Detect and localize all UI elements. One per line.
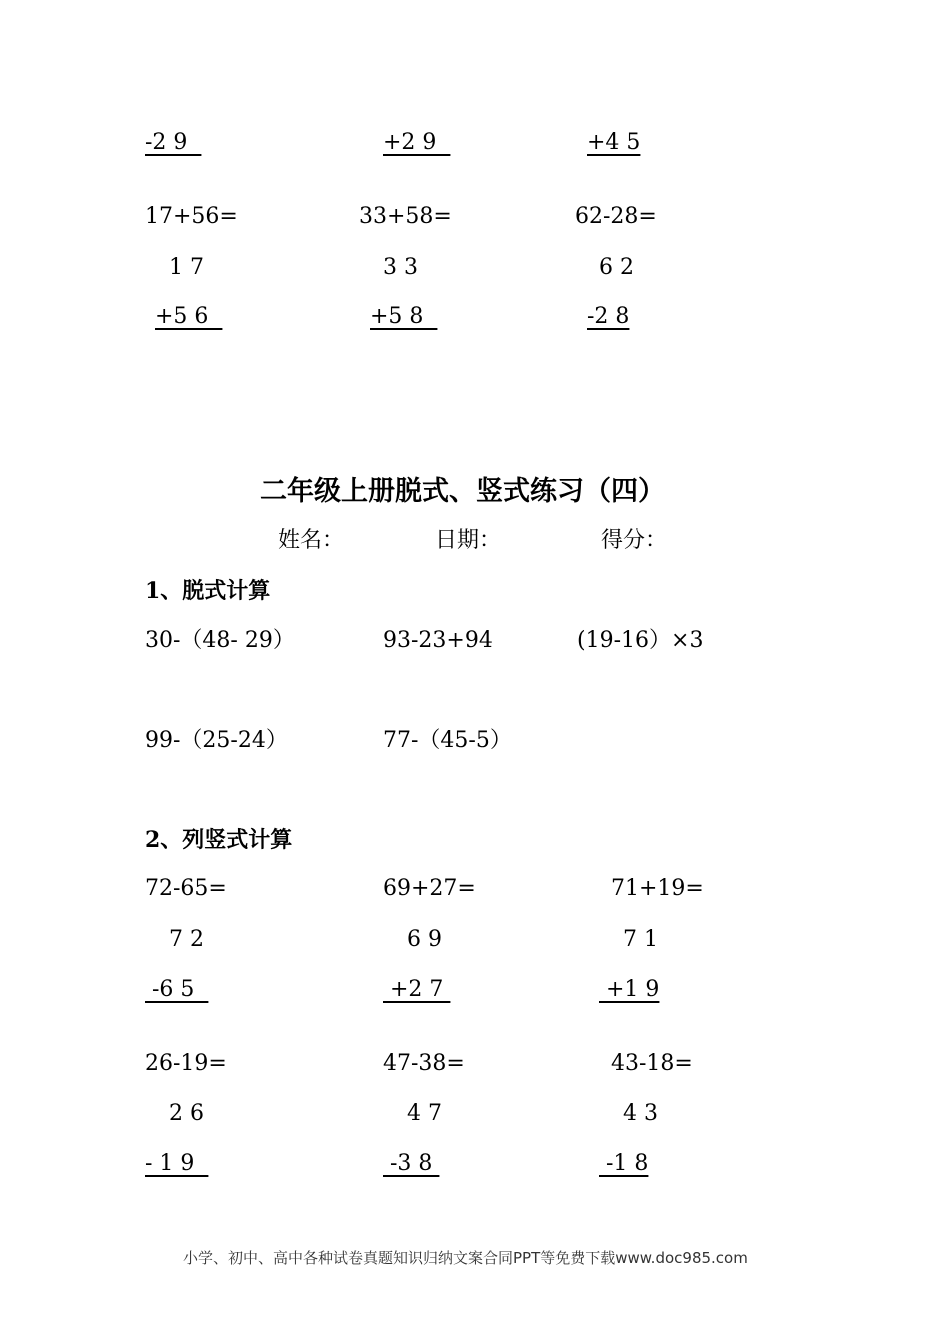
vertical-line2: - 1 9 (145, 1151, 209, 1176)
date-label: 日期： (435, 528, 502, 553)
vertical-line1: 1 7 (169, 255, 204, 280)
page-title: 二年级上册脱式、竖式练习（四） (260, 476, 665, 507)
vertical-line1: 7 1 (623, 927, 658, 952)
expression: 99-（25-24） (145, 728, 288, 753)
expression: (19-16）×3 (577, 628, 704, 653)
problem: 71+19= (611, 876, 704, 901)
expression: 93-23+94 (383, 628, 493, 653)
vertical-line2: -6 5 (145, 977, 209, 1002)
vertical-line2: +1 9 (599, 977, 660, 1002)
footer-text: 小学、初中、高中各种试卷真题知识归纳文案合同PPT等免费下载www.doc985.com (183, 1249, 748, 1267)
problem: 17+56= (145, 204, 238, 229)
problem: 33+58= (359, 204, 452, 229)
problem: 72-65= (145, 876, 227, 901)
vertical-line2: -3 8 (383, 1151, 440, 1176)
vertical-line2: +5 6 (155, 304, 223, 329)
vertical-line1: 4 3 (623, 1101, 658, 1126)
vertical-line1: 6 2 (599, 255, 634, 280)
vertical-line1: 3 3 (383, 255, 418, 280)
name-label: 姓名： (278, 528, 345, 553)
problem: 26-19= (145, 1051, 227, 1076)
vertical-line2: -1 8 (599, 1151, 649, 1176)
section1-heading: 1、脱式计算 (145, 578, 271, 604)
vertical-line1: 7 2 (169, 927, 204, 952)
vertical-line2: +4 5 (587, 130, 641, 155)
expression: 77-（45-5） (383, 728, 512, 753)
vertical-line2: -2 8 (587, 304, 630, 329)
vertical-line2: +5 8 (370, 304, 438, 329)
vertical-line1: 4 7 (407, 1101, 442, 1126)
vertical-line2: +2 9 (383, 130, 451, 155)
vertical-line1: 2 6 (169, 1101, 204, 1126)
problem: 62-28= (575, 204, 657, 229)
section2-heading: 2、列竖式计算 (145, 827, 293, 853)
score-label: 得分： (601, 528, 668, 553)
vertical-line2: -2 9 (145, 130, 202, 155)
vertical-line1: 6 9 (407, 927, 442, 952)
vertical-line2: +2 7 (383, 977, 451, 1002)
problem: 43-18= (611, 1051, 693, 1076)
expression: 30-（48- 29） (145, 628, 295, 653)
problem: 47-38= (383, 1051, 465, 1076)
problem: 69+27= (383, 876, 476, 901)
